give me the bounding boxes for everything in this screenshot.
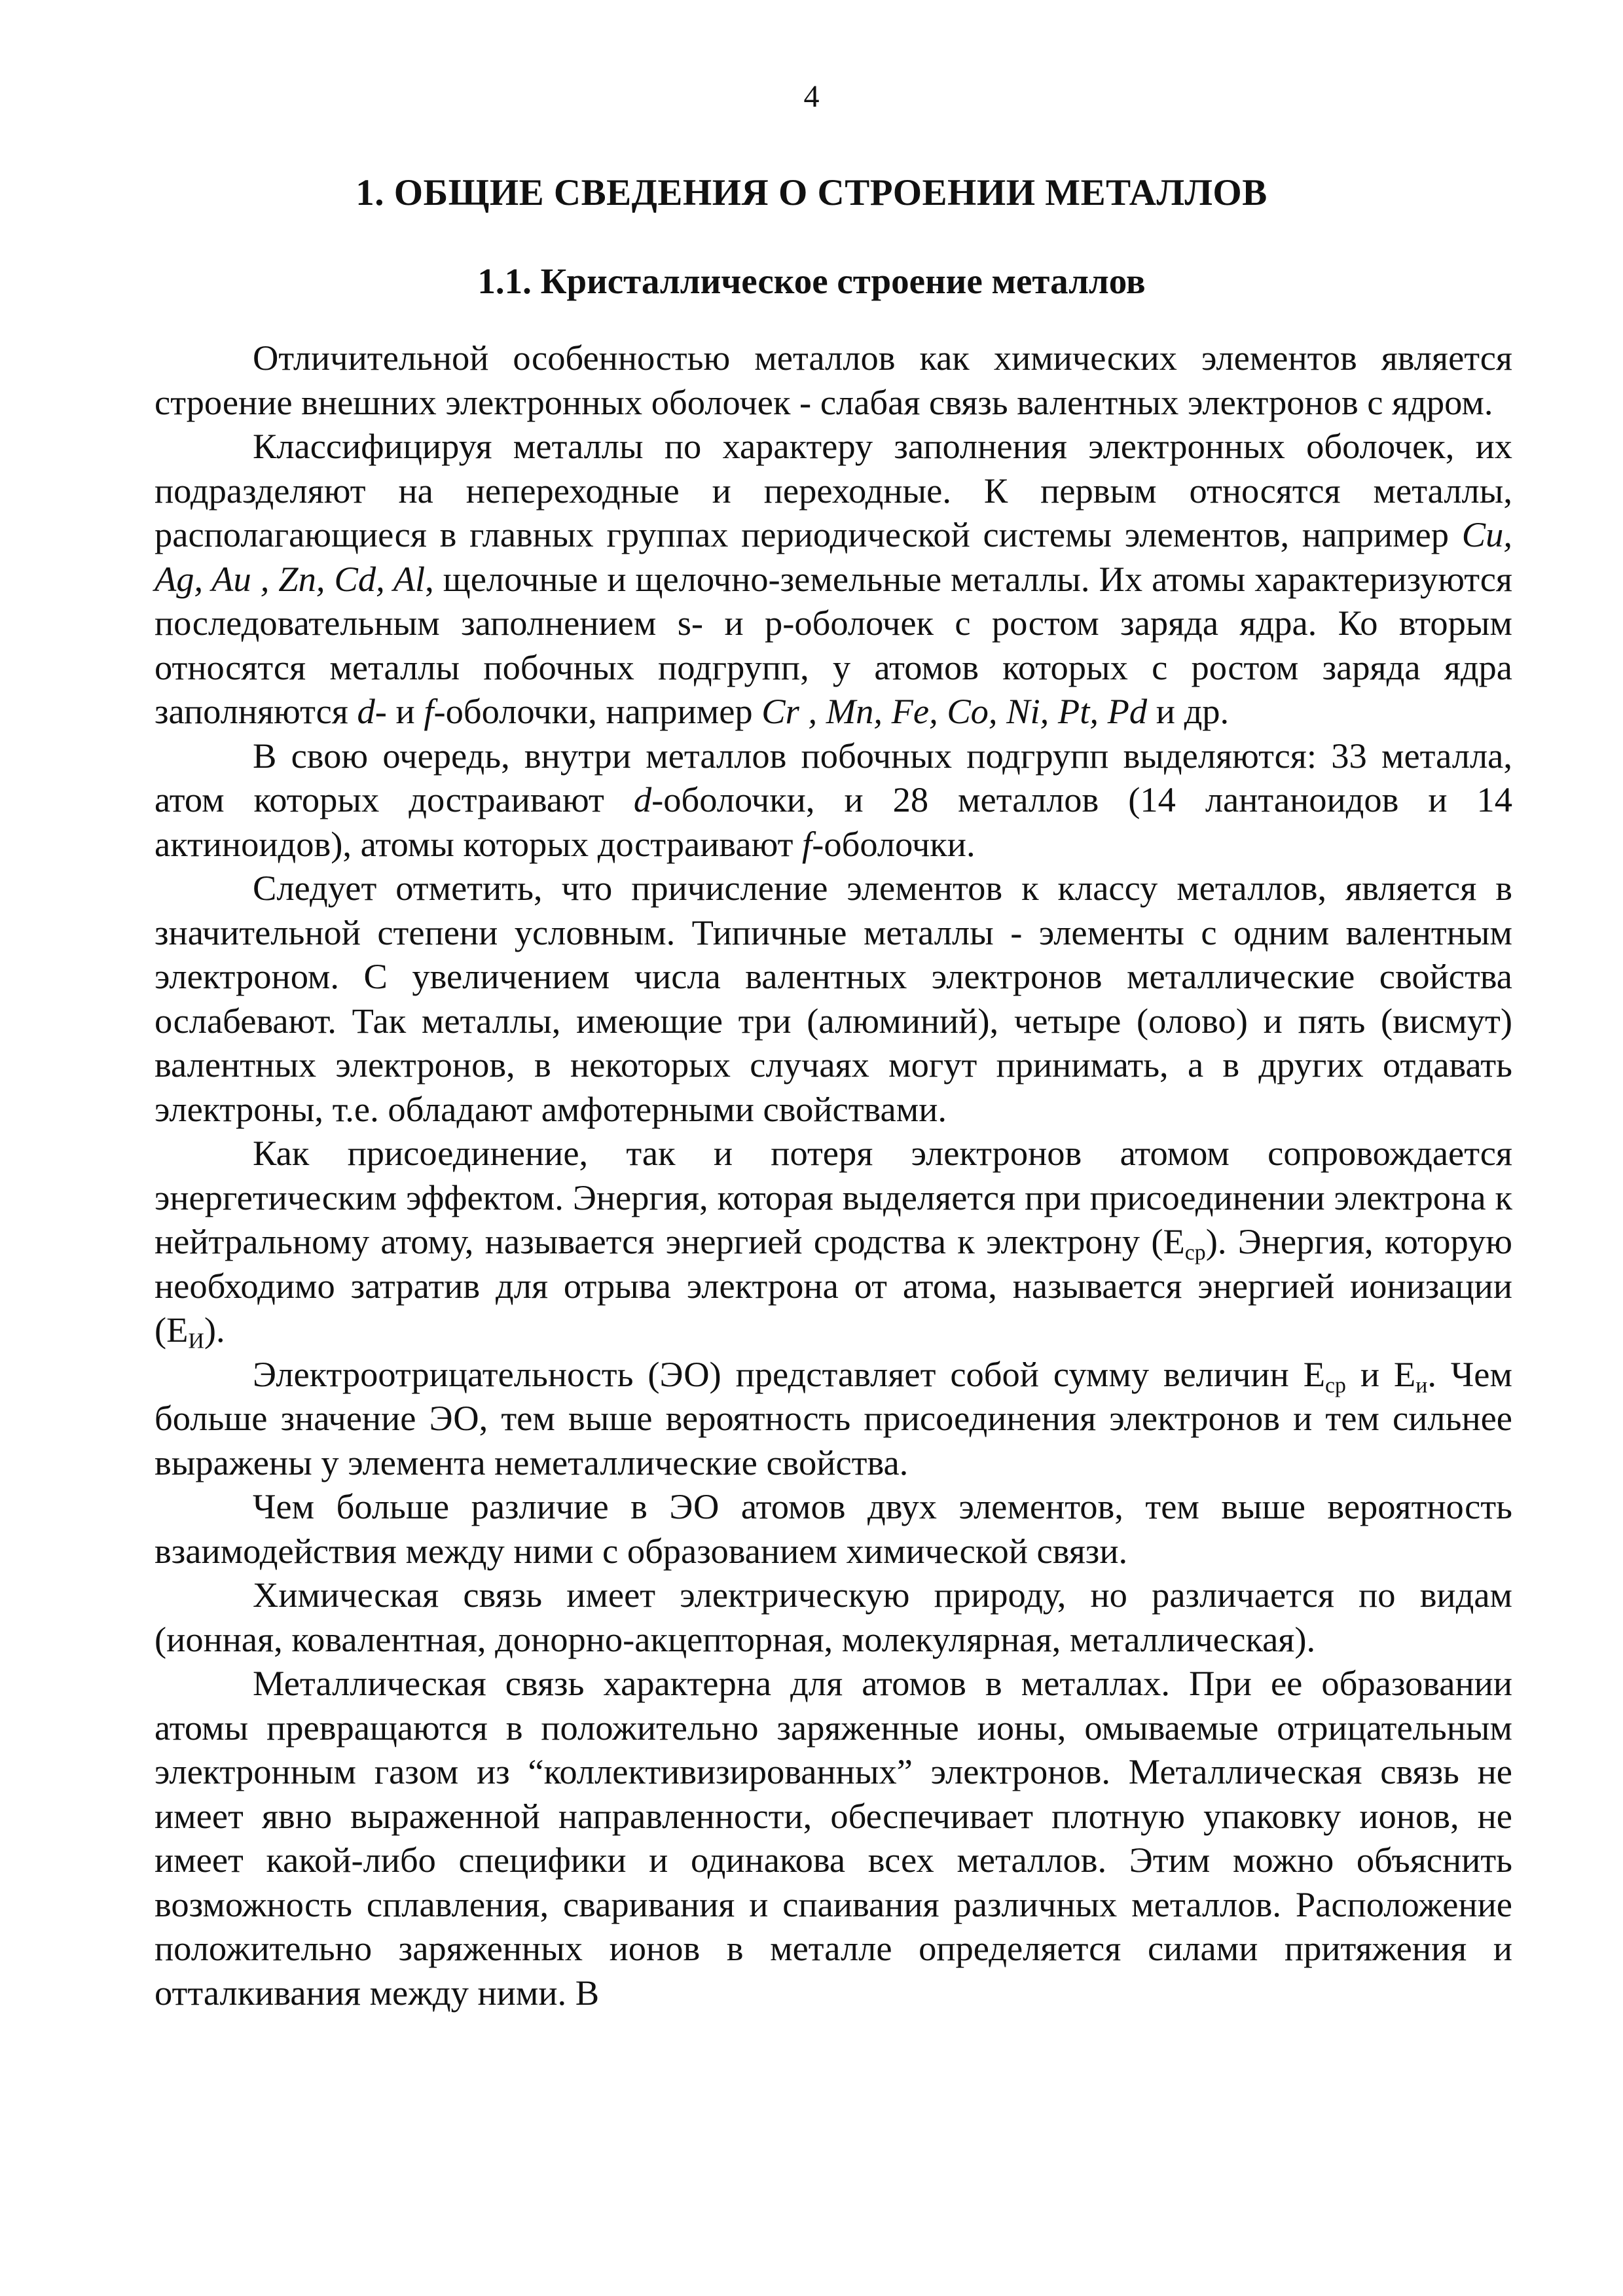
text-run: , щелочные и щелочно-земельные металлы. Их атомы характеризуются последовательным заполнением s- и р-оболочек с ростом заряда ядра. Ко вторым относятся металлы побочных подгрупп, у атомов которых с ростом заряда ядра заполняются	[155, 558, 1513, 731]
text-run: -оболочки, например	[433, 691, 762, 731]
paragraph: Отличительной особенностью металлов как химических элементов является строение внешних электронных оболочек - слабая связь валентных электронов с ядром.	[155, 338, 1512, 422]
chapter-title: 1. ОБЩИЕ СВЕДЕНИЯ О СТРОЕНИИ МЕТАЛЛОВ	[356, 172, 1267, 213]
paragraph: Чем больше различие в ЭО атомов двух элементов, тем выше вероятность взаимодействия между ними с образованием химической связи.	[155, 1486, 1512, 1571]
paragraph: Следует отметить, что причисление элементов к классу металлов, является в значительной степени условным. Типичные металлы - элементы с одним валентным электроном. С увеличением числа валентных электронов металлические свойства ослабевают. Так металлы, имеющие три (алюминий), четыре (олово) и пять (висмут) валентных электронов, в некоторых случаях могут принимать, а в других отдавать электроны, т.е. обладают амфотерными свойствами.	[155, 868, 1512, 1129]
orbital-label: f	[424, 691, 434, 731]
subscript: И	[188, 1329, 204, 1354]
orbital-label: f	[802, 823, 812, 864]
text-run: ). Энергия, которую необходимо затратив для отрыва электрона от атома, называется энергией ионизации (Е	[155, 1221, 1512, 1350]
page-number: 4	[803, 79, 820, 114]
paragraph	[155, 734, 1512, 867]
text-run: В свою очередь, внутри металлов побочных подгрупп выделяются: 33 металла, атом которых достраивают	[155, 735, 1512, 819]
subscript: ср	[1324, 1372, 1346, 1397]
subscript: ср	[1184, 1240, 1206, 1265]
text-run: - и	[374, 691, 424, 731]
text-run: Классифицируя металлы по характеру заполнения электронных оболочек, их подразделяют на непереходные и переходные. К первым относятся металлы, располагающиеся в главных группах периодической системы элементов, например	[155, 426, 1512, 554]
orbital-label: d	[633, 780, 652, 819]
text-run: Электроотрицательность (ЭО) представляет собой сумму величин Е	[253, 1354, 1325, 1394]
paragraph	[155, 424, 1512, 734]
text-run: -оболочки, и 28 металлов (14 лантаноидов и 14 актиноидов), атомы которых достраивают	[155, 780, 1512, 864]
text-run: и др.	[1147, 691, 1230, 731]
text-run: . Чем больше значение ЭО, тем выше вероятность присоединения электронов и тем сильнее выражены у элемента неметаллические свойства.	[155, 1354, 1512, 1482]
text-run: ).	[204, 1310, 225, 1350]
orbital-label: d	[357, 691, 375, 731]
element-symbols: Cr , Mn, Fe, Co, Ni, Pt, Pd	[761, 691, 1148, 731]
element-symbols: Cu, Ag, Au , Zn, Cd, Al	[155, 514, 1512, 599]
paragraph	[155, 1131, 1512, 1352]
paragraph: Химическая связь имеет электрическую природу, но различается по видам (ионная, ковалентная, донорно-акцепторная, молекулярная, металлическая).	[155, 1575, 1512, 1659]
text-run: -оболочки.	[812, 823, 976, 864]
text-run: Как присоединение, так и потеря электронов атомом сопровождается энергетическим эффектом. Энергия, которая выделяется при присоединении электрона к нейтральному атому, называется энергией сродства к электрону (Е	[155, 1133, 1512, 1261]
body-text	[155, 336, 1512, 2015]
text-run: и Е	[1345, 1354, 1416, 1394]
paragraph: Металлическая связь характерна для атомов в металлах. При ее образовании атомы превращаются в положительно заряженные ионы, омываемые отрицательным электронным газом из “коллективизированных” электронов. Металлическая связь не имеет явно выраженной направленности, обеспечивает плотную упаковку ионов, не имеет какой-либо специфики и одинакова всех металлов. Этим можно объяснить возможность сплавления, сваривания и спаивания различных металлов. Расположение положительно заряженных ионов в металле определяется силами притяжения и отталкивания между ними. В	[155, 1663, 1512, 2013]
subscript: и	[1415, 1372, 1428, 1397]
paragraph	[155, 1352, 1512, 1485]
section-title: 1.1. Кристаллическое строение металлов	[477, 261, 1146, 301]
